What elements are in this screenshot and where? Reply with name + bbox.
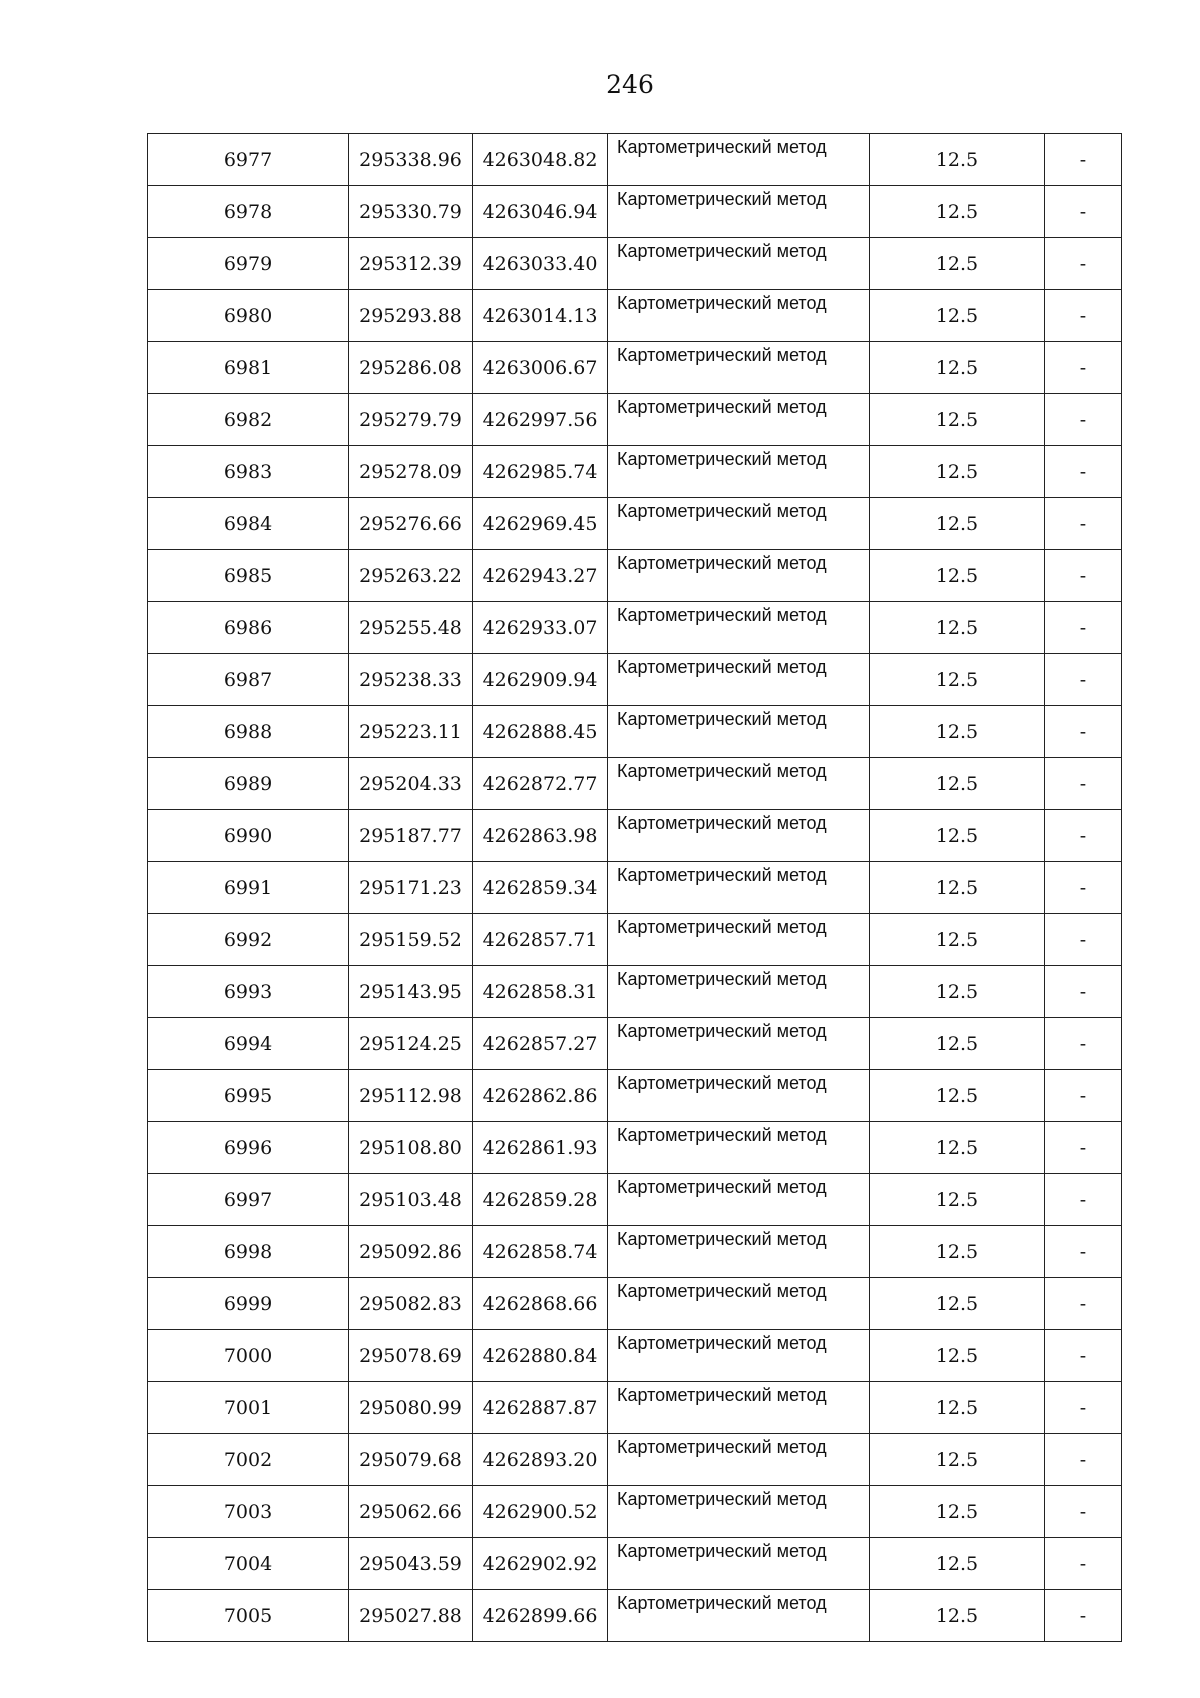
y-coordinate-cell: 4262861.93 <box>473 1122 608 1174</box>
accuracy-cell: 12.5 <box>870 342 1045 394</box>
accuracy-cell: 12.5 <box>870 966 1045 1018</box>
accuracy-cell: 12.5 <box>870 810 1045 862</box>
point-number-cell: 6993 <box>148 966 349 1018</box>
table-body <box>148 134 1122 1642</box>
note-cell: - <box>1045 238 1122 290</box>
note-cell: - <box>1045 342 1122 394</box>
y-coordinate-cell: 4262880.84 <box>473 1330 608 1382</box>
method-cell: Картометрический метод <box>608 394 870 446</box>
table-row <box>148 1590 1122 1642</box>
y-coordinate-cell: 4262888.45 <box>473 706 608 758</box>
x-coordinate-cell: 295078.69 <box>349 1330 473 1382</box>
method-cell: Картометрический метод <box>608 1122 870 1174</box>
table-row <box>148 966 1122 1018</box>
method-cell: Картометрический метод <box>608 654 870 706</box>
method-cell: Картометрический метод <box>608 498 870 550</box>
point-number-cell: 6978 <box>148 186 349 238</box>
note-cell: - <box>1045 914 1122 966</box>
table-row <box>148 1382 1122 1434</box>
y-coordinate-cell: 4262902.92 <box>473 1538 608 1590</box>
table-row <box>148 134 1122 186</box>
note-cell: - <box>1045 1486 1122 1538</box>
accuracy-cell: 12.5 <box>870 238 1045 290</box>
accuracy-cell: 12.5 <box>870 134 1045 186</box>
method-cell: Картометрический метод <box>608 966 870 1018</box>
x-coordinate-cell: 295255.48 <box>349 602 473 654</box>
y-coordinate-cell: 4262887.87 <box>473 1382 608 1434</box>
accuracy-cell: 12.5 <box>870 1330 1045 1382</box>
accuracy-cell: 12.5 <box>870 290 1045 342</box>
method-cell: Картометрический метод <box>608 758 870 810</box>
y-coordinate-cell: 4262969.45 <box>473 498 608 550</box>
note-cell: - <box>1045 706 1122 758</box>
y-coordinate-cell: 4262985.74 <box>473 446 608 498</box>
note-cell: - <box>1045 602 1122 654</box>
note-cell: - <box>1045 394 1122 446</box>
x-coordinate-cell: 295286.08 <box>349 342 473 394</box>
table-row <box>148 706 1122 758</box>
y-coordinate-cell: 4263048.82 <box>473 134 608 186</box>
table-row <box>148 1434 1122 1486</box>
y-coordinate-cell: 4262857.71 <box>473 914 608 966</box>
accuracy-cell: 12.5 <box>870 758 1045 810</box>
note-cell: - <box>1045 498 1122 550</box>
method-cell: Картометрический метод <box>608 1226 870 1278</box>
x-coordinate-cell: 295312.39 <box>349 238 473 290</box>
y-coordinate-cell: 4262858.31 <box>473 966 608 1018</box>
x-coordinate-cell: 295062.66 <box>349 1486 473 1538</box>
note-cell: - <box>1045 446 1122 498</box>
table-row <box>148 1538 1122 1590</box>
note-cell: - <box>1045 1278 1122 1330</box>
y-coordinate-cell: 4262858.74 <box>473 1226 608 1278</box>
accuracy-cell: 12.5 <box>870 1226 1045 1278</box>
x-coordinate-cell: 295079.68 <box>349 1434 473 1486</box>
point-number-cell: 6989 <box>148 758 349 810</box>
note-cell: - <box>1045 810 1122 862</box>
method-cell: Картометрический метод <box>608 1330 870 1382</box>
method-cell: Картометрический метод <box>608 446 870 498</box>
point-number-cell: 7001 <box>148 1382 349 1434</box>
table-row <box>148 602 1122 654</box>
y-coordinate-cell: 4262872.77 <box>473 758 608 810</box>
x-coordinate-cell: 295293.88 <box>349 290 473 342</box>
table-row <box>148 914 1122 966</box>
point-number-cell: 6998 <box>148 1226 349 1278</box>
accuracy-cell: 12.5 <box>870 446 1045 498</box>
method-cell: Картометрический метод <box>608 1486 870 1538</box>
method-cell: Картометрический метод <box>608 1174 870 1226</box>
note-cell: - <box>1045 1434 1122 1486</box>
note-cell: - <box>1045 654 1122 706</box>
note-cell: - <box>1045 550 1122 602</box>
point-number-cell: 6999 <box>148 1278 349 1330</box>
point-number-cell: 6990 <box>148 810 349 862</box>
method-cell: Картометрический метод <box>608 1538 870 1590</box>
page-number: 246 <box>606 70 654 99</box>
note-cell: - <box>1045 134 1122 186</box>
table-row <box>148 1174 1122 1226</box>
method-cell: Картометрический метод <box>608 550 870 602</box>
point-number-cell: 6992 <box>148 914 349 966</box>
note-cell: - <box>1045 862 1122 914</box>
point-number-cell: 6983 <box>148 446 349 498</box>
point-number-cell: 6985 <box>148 550 349 602</box>
y-coordinate-cell: 4262933.07 <box>473 602 608 654</box>
point-number-cell: 7002 <box>148 1434 349 1486</box>
accuracy-cell: 12.5 <box>870 1174 1045 1226</box>
x-coordinate-cell: 295080.99 <box>349 1382 473 1434</box>
point-number-cell: 6984 <box>148 498 349 550</box>
accuracy-cell: 12.5 <box>870 550 1045 602</box>
accuracy-cell: 12.5 <box>870 1122 1045 1174</box>
accuracy-cell: 12.5 <box>870 1538 1045 1590</box>
y-coordinate-cell: 4262859.28 <box>473 1174 608 1226</box>
accuracy-cell: 12.5 <box>870 1486 1045 1538</box>
x-coordinate-cell: 295276.66 <box>349 498 473 550</box>
y-coordinate-cell: 4263014.13 <box>473 290 608 342</box>
method-cell: Картометрический метод <box>608 1382 870 1434</box>
table-row <box>148 290 1122 342</box>
accuracy-cell: 12.5 <box>870 498 1045 550</box>
method-cell: Картометрический метод <box>608 1590 870 1642</box>
y-coordinate-cell: 4262859.34 <box>473 862 608 914</box>
y-coordinate-cell: 4262900.52 <box>473 1486 608 1538</box>
table-row <box>148 758 1122 810</box>
note-cell: - <box>1045 1018 1122 1070</box>
accuracy-cell: 12.5 <box>870 1278 1045 1330</box>
accuracy-cell: 12.5 <box>870 1434 1045 1486</box>
x-coordinate-cell: 295027.88 <box>349 1590 473 1642</box>
accuracy-cell: 12.5 <box>870 1382 1045 1434</box>
note-cell: - <box>1045 1174 1122 1226</box>
point-number-cell: 7004 <box>148 1538 349 1590</box>
method-cell: Картометрический метод <box>608 1434 870 1486</box>
table-row <box>148 342 1122 394</box>
y-coordinate-cell: 4262857.27 <box>473 1018 608 1070</box>
table-row <box>148 862 1122 914</box>
method-cell: Картометрический метод <box>608 134 870 186</box>
method-cell: Картометрический метод <box>608 862 870 914</box>
accuracy-cell: 12.5 <box>870 394 1045 446</box>
table-row <box>148 1070 1122 1122</box>
note-cell: - <box>1045 1590 1122 1642</box>
point-number-cell: 6988 <box>148 706 349 758</box>
point-number-cell: 6977 <box>148 134 349 186</box>
accuracy-cell: 12.5 <box>870 862 1045 914</box>
table-row <box>148 1330 1122 1382</box>
point-number-cell: 6995 <box>148 1070 349 1122</box>
accuracy-cell: 12.5 <box>870 706 1045 758</box>
y-coordinate-cell: 4263046.94 <box>473 186 608 238</box>
x-coordinate-cell: 295238.33 <box>349 654 473 706</box>
y-coordinate-cell: 4262868.66 <box>473 1278 608 1330</box>
method-cell: Картометрический метод <box>608 290 870 342</box>
x-coordinate-cell: 295092.86 <box>349 1226 473 1278</box>
y-coordinate-cell: 4262899.66 <box>473 1590 608 1642</box>
point-number-cell: 6994 <box>148 1018 349 1070</box>
accuracy-cell: 12.5 <box>870 654 1045 706</box>
table-row <box>148 1278 1122 1330</box>
x-coordinate-cell: 295103.48 <box>349 1174 473 1226</box>
accuracy-cell: 12.5 <box>870 914 1045 966</box>
x-coordinate-cell: 295223.11 <box>349 706 473 758</box>
accuracy-cell: 12.5 <box>870 186 1045 238</box>
method-cell: Картометрический метод <box>608 810 870 862</box>
table-row <box>148 238 1122 290</box>
point-number-cell: 6986 <box>148 602 349 654</box>
method-cell: Картометрический метод <box>608 238 870 290</box>
y-coordinate-cell: 4262893.20 <box>473 1434 608 1486</box>
x-coordinate-cell: 295330.79 <box>349 186 473 238</box>
point-number-cell: 7003 <box>148 1486 349 1538</box>
note-cell: - <box>1045 966 1122 1018</box>
x-coordinate-cell: 295279.79 <box>349 394 473 446</box>
y-coordinate-cell: 4262863.98 <box>473 810 608 862</box>
point-number-cell: 7000 <box>148 1330 349 1382</box>
y-coordinate-cell: 4263033.40 <box>473 238 608 290</box>
table-row <box>148 550 1122 602</box>
coordinates-table <box>147 133 1122 1642</box>
point-number-cell: 6987 <box>148 654 349 706</box>
x-coordinate-cell: 295278.09 <box>349 446 473 498</box>
table-row <box>148 1018 1122 1070</box>
point-number-cell: 6982 <box>148 394 349 446</box>
x-coordinate-cell: 295108.80 <box>349 1122 473 1174</box>
note-cell: - <box>1045 290 1122 342</box>
note-cell: - <box>1045 186 1122 238</box>
y-coordinate-cell: 4262909.94 <box>473 654 608 706</box>
method-cell: Картометрический метод <box>608 914 870 966</box>
method-cell: Картометрический метод <box>608 1070 870 1122</box>
point-number-cell: 6991 <box>148 862 349 914</box>
y-coordinate-cell: 4263006.67 <box>473 342 608 394</box>
method-cell: Картометрический метод <box>608 706 870 758</box>
x-coordinate-cell: 295143.95 <box>349 966 473 1018</box>
table-row <box>148 810 1122 862</box>
x-coordinate-cell: 295159.52 <box>349 914 473 966</box>
y-coordinate-cell: 4262997.56 <box>473 394 608 446</box>
point-number-cell: 7005 <box>148 1590 349 1642</box>
method-cell: Картометрический метод <box>608 1018 870 1070</box>
table-row <box>148 1122 1122 1174</box>
accuracy-cell: 12.5 <box>870 1018 1045 1070</box>
note-cell: - <box>1045 1330 1122 1382</box>
x-coordinate-cell: 295338.96 <box>349 134 473 186</box>
table-row <box>148 498 1122 550</box>
table-row <box>148 446 1122 498</box>
method-cell: Картометрический метод <box>608 1278 870 1330</box>
x-coordinate-cell: 295263.22 <box>349 550 473 602</box>
point-number-cell: 6979 <box>148 238 349 290</box>
method-cell: Картометрический метод <box>608 186 870 238</box>
point-number-cell: 6980 <box>148 290 349 342</box>
note-cell: - <box>1045 758 1122 810</box>
note-cell: - <box>1045 1070 1122 1122</box>
method-cell: Картометрический метод <box>608 602 870 654</box>
y-coordinate-cell: 4262943.27 <box>473 550 608 602</box>
accuracy-cell: 12.5 <box>870 1590 1045 1642</box>
accuracy-cell: 12.5 <box>870 602 1045 654</box>
table-row <box>148 394 1122 446</box>
note-cell: - <box>1045 1538 1122 1590</box>
point-number-cell: 6996 <box>148 1122 349 1174</box>
point-number-cell: 6981 <box>148 342 349 394</box>
y-coordinate-cell: 4262862.86 <box>473 1070 608 1122</box>
note-cell: - <box>1045 1122 1122 1174</box>
x-coordinate-cell: 295187.77 <box>349 810 473 862</box>
x-coordinate-cell: 295124.25 <box>349 1018 473 1070</box>
table-row <box>148 186 1122 238</box>
point-number-cell: 6997 <box>148 1174 349 1226</box>
x-coordinate-cell: 295043.59 <box>349 1538 473 1590</box>
table-row <box>148 1486 1122 1538</box>
table-row <box>148 1226 1122 1278</box>
x-coordinate-cell: 295171.23 <box>349 862 473 914</box>
note-cell: - <box>1045 1382 1122 1434</box>
method-cell: Картометрический метод <box>608 342 870 394</box>
accuracy-cell: 12.5 <box>870 1070 1045 1122</box>
note-cell: - <box>1045 1226 1122 1278</box>
x-coordinate-cell: 295204.33 <box>349 758 473 810</box>
table-row <box>148 654 1122 706</box>
x-coordinate-cell: 295112.98 <box>349 1070 473 1122</box>
x-coordinate-cell: 295082.83 <box>349 1278 473 1330</box>
